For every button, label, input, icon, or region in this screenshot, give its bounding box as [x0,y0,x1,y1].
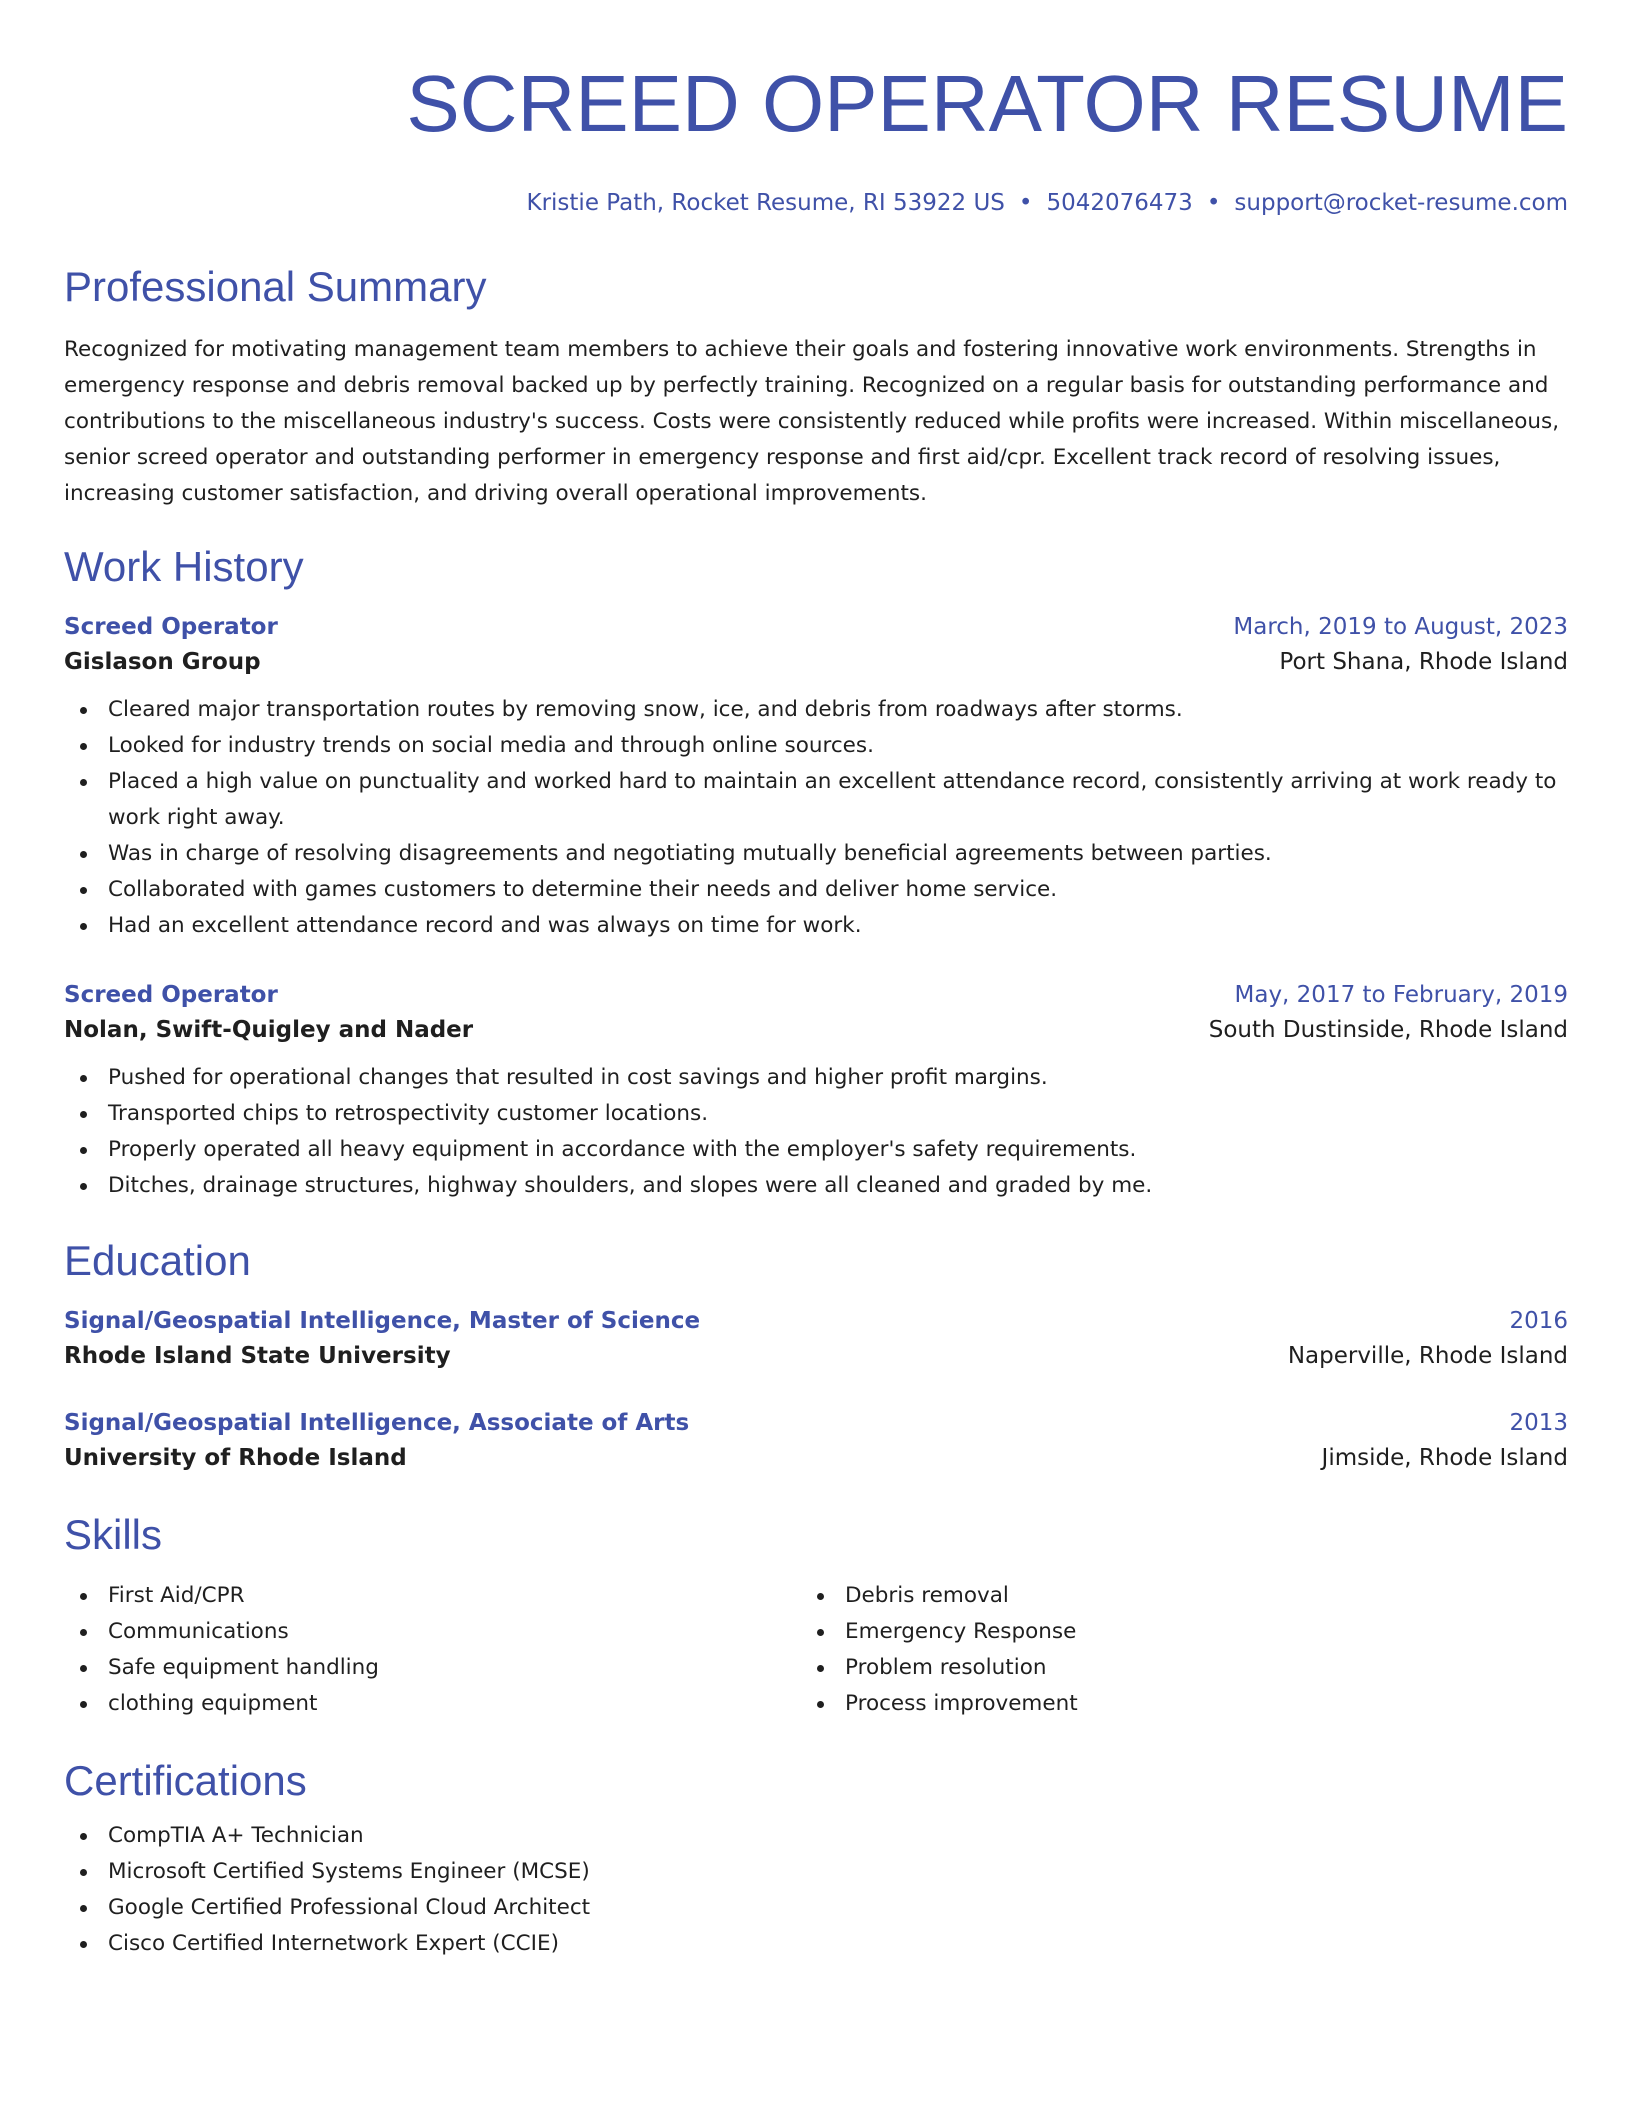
job-location: Port Shana, Rhode Island [1279,649,1568,675]
job-dates: March, 2019 to August, 2023 [1233,614,1568,640]
education-year: 2016 [1509,1308,1568,1334]
job-bullets [64,692,1568,944]
job-location: South Dustinside, Rhode Island [1208,1017,1568,1043]
list-item: Looked for industry trends on social media and through online sources. [64,728,1568,764]
job-role: Screed Operator [64,614,278,640]
resume-title: SCREED OPERATOR RESUME [406,59,1568,148]
list-item: First Aid/CPR [64,1578,801,1614]
list-item: Safe equipment handling [64,1650,801,1686]
education-school: Rhode Island State University [64,1343,451,1369]
list-item: Emergency Response [801,1614,1538,1650]
section-title-summary: Professional Summary [64,263,487,310]
job-role: Screed Operator [64,982,278,1008]
job-bullets [64,1060,1568,1204]
education-entry [64,1304,1568,1374]
contact-separator: • [1018,190,1033,216]
education-school: University of Rhode Island [64,1445,407,1471]
list-item: Google Certified Professional Cloud Architect [64,1890,1568,1926]
section-title-certifications: Certifications [64,1757,307,1804]
job-company: Gislason Group [64,649,261,675]
list-item: Transported chips to retrospectivity customer locations. [64,1096,1568,1132]
section-title-education: Education [64,1237,251,1284]
list-item: Debris removal [801,1578,1538,1614]
section-title-skills: Skills [64,1511,163,1558]
list-item: Cleared major transportation routes by removing snow, ice, and debris from roadways after storms. [64,692,1568,728]
skills-list-right [801,1578,1538,1722]
job-entry [64,610,1568,944]
contact-line [64,188,1568,218]
certifications-list [64,1818,1568,1962]
list-item: Placed a high value on punctuality and worked hard to maintain an excellent attendance record, consistently arriving at work ready to work right away. [64,764,1568,836]
list-item: Cisco Certified Internetwork Expert (CCIE) [64,1926,1568,1962]
education-location: Naperville, Rhode Island [1287,1343,1568,1369]
list-item: CompTIA A+ Technician [64,1818,1568,1854]
education-degree: Signal/Geospatial Intelligence, Master of Science [64,1308,701,1334]
education-location: Jimside, Rhode Island [1321,1445,1568,1471]
list-item: Pushed for operational changes that resulted in cost savings and higher profit margins. [64,1060,1568,1096]
education-entry [64,1406,1568,1476]
list-item: Microsoft Certified Systems Engineer (MCSE) [64,1854,1568,1890]
education-degree: Signal/Geospatial Intelligence, Associate of Arts [64,1410,690,1436]
summary-text: Recognized for motivating management team members to achieve their goals and fostering innovative work environments. Strengths in emergency response and debris removal backed up by perfectly training. Recognized on a regular basis for outstanding performance and contributions to the miscellaneous industry's success. Costs were consistently reduced while profits were increased. Within miscellaneous, senior screed operator and outstanding performer in emergency response and first aid/cpr. Excellent track record of resolving issues, increasing customer satisfaction, and driving overall operational improvements. [64,337,1560,506]
list-item: Properly operated all heavy equipment in accordance with the employer's safety requirements. [64,1132,1568,1168]
contact-address: Kristie Path, Rocket Resume, RI 53922 US [526,190,1005,216]
section-title-work-history: Work History [64,543,304,590]
list-item: Was in charge of resolving disagreements and negotiating mutually beneficial agreements between parties. [64,836,1568,872]
list-item: Process improvement [801,1686,1538,1722]
skills-list-left [64,1578,801,1722]
list-item: Communications [64,1614,801,1650]
list-item: Problem resolution [801,1650,1538,1686]
education-year: 2013 [1509,1410,1568,1436]
contact-email: support@rocket-resume.com [1234,190,1568,216]
contact-separator: • [1206,190,1221,216]
job-entry [64,978,1568,1204]
contact-phone: 5042076473 [1046,190,1193,216]
list-item: Collaborated with games customers to determine their needs and deliver home service. [64,872,1568,908]
list-item: Had an excellent attendance record and was always on time for work. [64,908,1568,944]
job-company: Nolan, Swift-Quigley and Nader [64,1017,474,1043]
job-dates: May, 2017 to February, 2019 [1234,982,1568,1008]
list-item: Ditches, drainage structures, highway shoulders, and slopes were all cleaned and graded by me. [64,1168,1568,1204]
skills-grid [64,1578,1568,1722]
list-item: clothing equipment [64,1686,801,1722]
